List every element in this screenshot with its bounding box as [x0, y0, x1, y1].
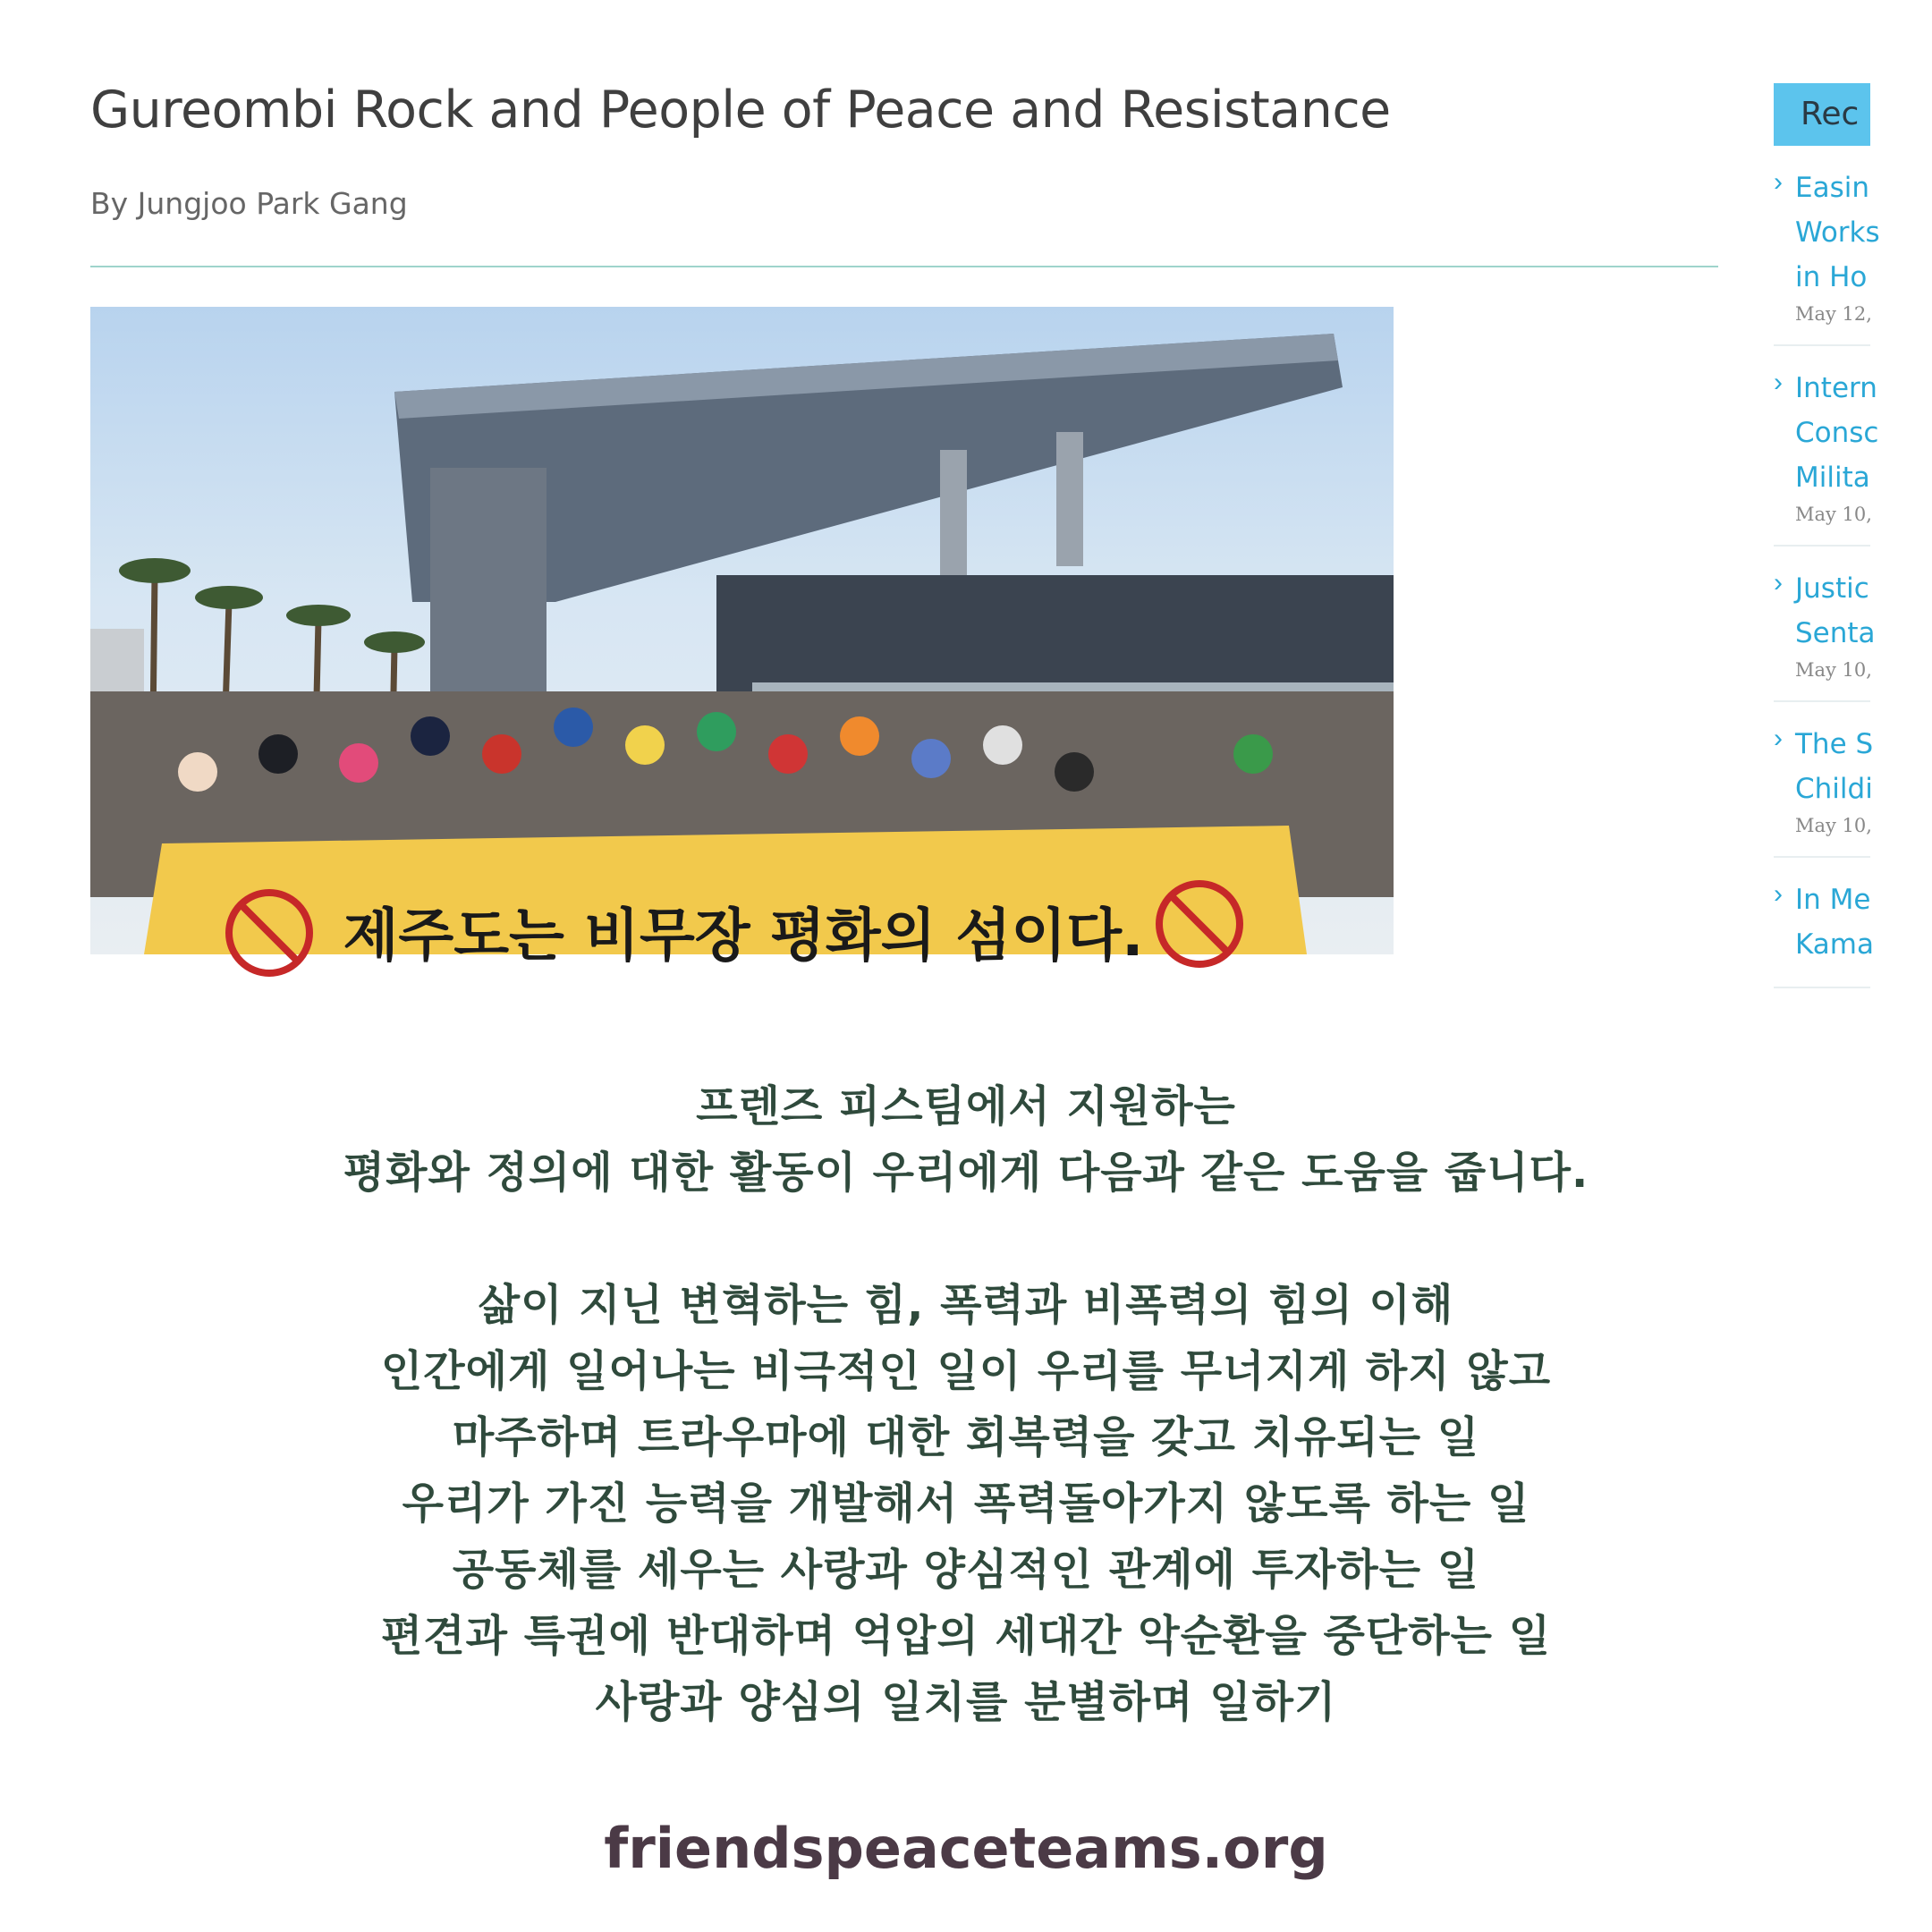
sidebar-item-title[interactable]: Consc	[1795, 417, 1879, 449]
chevron-right-icon: ›	[1774, 568, 1783, 597]
article-header	[90, 80, 1718, 221]
point-line: 인간에게 일어나는 비극적인 일이 우리를 무너지게 하지 않고	[380, 1346, 1552, 1396]
point-line: 마주하며 트라우마에 대한 회복력을 갖고 치유되는 일	[452, 1412, 1480, 1462]
chevron-right-icon: ›	[1774, 167, 1783, 197]
sidebar-item[interactable]	[1774, 346, 1879, 547]
sidebar-item[interactable]	[1774, 702, 1874, 858]
article-byline: By Jungjoo Park Gang	[90, 186, 408, 221]
footer-url[interactable]: friendspeaceteams.org	[604, 1816, 1328, 1881]
chevron-right-icon: ›	[1774, 879, 1783, 909]
protest-photo-illustration	[90, 307, 1394, 970]
article-photo	[90, 307, 1394, 970]
sidebar-item-date: May 12,	[1795, 303, 1872, 325]
sidebar-item-title[interactable]: The S	[1795, 728, 1874, 760]
sidebar-item-title[interactable]: Justic	[1795, 572, 1869, 605]
sidebar-item-title[interactable]: Kama	[1795, 928, 1874, 961]
sidebar-item-date: May 10,	[1795, 659, 1872, 681]
spacer	[161, 1206, 1771, 1272]
sidebar-item-title[interactable]: Milita	[1795, 462, 1870, 494]
divider	[90, 266, 1718, 267]
recent-posts-sidebar	[1774, 83, 1880, 961]
intro-line: 프렌즈 피스팀에서 지원하는	[696, 1081, 1236, 1131]
point-line: 우리가 가진 능력을 개발해서 폭력돌아가지 않도록 하는 일	[402, 1479, 1530, 1529]
korean-message	[161, 1073, 1771, 1735]
point-line: 삶이 지닌 변혁하는 힘, 폭력과 비폭력의 힘의 이해	[478, 1280, 1454, 1330]
point-line: 사랑과 양심의 일치를 분별하며 일하기	[595, 1677, 1337, 1727]
sidebar-item-title[interactable]: In Me	[1795, 884, 1871, 916]
chevron-right-icon: ›	[1774, 368, 1783, 397]
sidebar-item[interactable]	[1774, 146, 1880, 346]
banner-text: 제주도는 비무장 평화의 섬이다.	[343, 903, 1144, 970]
intro-line: 평화와 정의에 대한 활동이 우리에게 다음과 같은 도움을 줍니다.	[343, 1148, 1589, 1198]
sidebar-item-title[interactable]: Intern	[1795, 372, 1877, 404]
sidebar-item-title[interactable]: Senta	[1795, 617, 1876, 649]
point-line: 공동체를 세우는 사랑과 양심적인 관계에 투자하는 일	[452, 1545, 1480, 1595]
sidebar-item-title[interactable]: Works	[1795, 216, 1880, 249]
sidebar-item-date: May 10,	[1795, 815, 1872, 836]
article-title: Gureombi Rock and People of Peace and Resistance	[90, 80, 1391, 140]
chevron-right-icon: ›	[1774, 724, 1783, 753]
point-line: 편견과 특권에 반대하며 억압의 세대간 악순환을 중단하는 일	[380, 1611, 1552, 1661]
sidebar-item[interactable]	[1774, 858, 1874, 988]
sidebar-item-title[interactable]: in Ho	[1795, 261, 1868, 293]
sidebar-item-title[interactable]: Easin	[1795, 172, 1869, 204]
sidebar-header: Rec	[1774, 83, 1870, 146]
sidebar-item-title[interactable]: Childi	[1795, 773, 1873, 805]
sidebar-item[interactable]	[1774, 547, 1876, 702]
sidebar-item-date: May 10,	[1795, 504, 1872, 525]
